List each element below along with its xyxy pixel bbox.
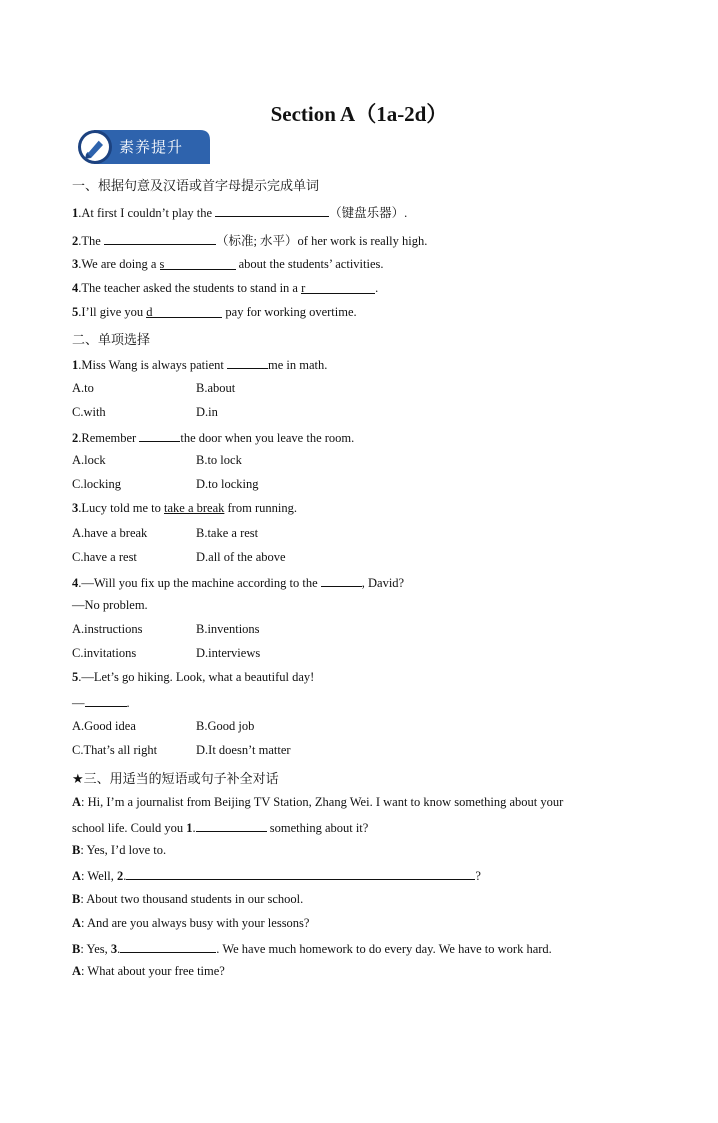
pencil-icon (76, 128, 114, 166)
s2-q5-option-a: A.Good idea (72, 719, 136, 733)
s2-q3-option-b: B.take a rest (196, 526, 259, 540)
s2-q4-reply: —No problem. (72, 598, 148, 612)
dialog-line-5: B: About two thousand students in our school. (72, 892, 304, 906)
s2-q5-reply: — . (72, 696, 130, 710)
s2-q1-stem: 1.Miss Wang is always patient me in math. (72, 358, 328, 372)
s2-q1-option-c: C.with (72, 405, 106, 419)
s2-q4-option-b: B.inventions (196, 622, 260, 636)
dialog-line-4: A: Well, 2. ? (72, 869, 481, 883)
s2-q5-option-d: D.It doesn’t matter (196, 743, 291, 757)
s2-q4-option-c: C.invitations (72, 646, 137, 660)
dialog-line-2: school life. Could you 1. something about it? (72, 821, 369, 835)
s2-q3-option-d: D.all of the above (196, 550, 286, 564)
s2-q3-option-c: C.have a rest (72, 550, 137, 564)
s2-q2-option-b: B.to lock (196, 453, 242, 467)
s2-q4-stem: 4.—Will you fix up the machine according to the , David? (72, 576, 405, 590)
s1-q1: 1.At first I couldn’t play the （键盘乐器）. (72, 206, 408, 220)
s2-q4-option-a: A.instructions (72, 622, 143, 636)
s2-q2-option-d: D.to locking (196, 477, 259, 491)
section3-heading: ★三、用适当的短语或句子补全对话 (72, 772, 279, 787)
dialog-line-1: A: Hi, I’m a journalist from Beijing TV Station, Zhang Wei. I want to know something about your (72, 795, 564, 809)
s1-q4: 4.The teacher asked the students to stand in a r . (72, 281, 379, 295)
s2-q3-stem: 3.Lucy told me to take a break from running. (72, 501, 297, 515)
s2-q3-option-a: A.have a break (72, 526, 148, 540)
s2-q1-option-d: D.in (196, 405, 218, 419)
section-banner (76, 128, 212, 166)
s2-q2-stem: 2.Remember the door when you leave the room. (72, 431, 355, 445)
page-title: Section A（1a-2d） (270, 102, 448, 126)
s2-q2-option-c: C.locking (72, 477, 121, 491)
dialog-line-6: A: And are you always busy with your lessons? (72, 916, 310, 930)
section1-heading: 一、根据句意及汉语或首字母提示完成单词 (72, 179, 320, 194)
s1-q5: 5.I’ll give you d pay for working overtime. (72, 305, 357, 319)
s2-q5-stem: 5.—Let’s go hiking. Look, what a beautiful day! (72, 670, 315, 684)
section2-heading: 二、单项选择 (72, 333, 151, 348)
dialog-line-3: B: Yes, I’d love to. (72, 843, 167, 857)
s2-q1-option-b: B.about (196, 381, 236, 395)
banner-label: 素养提升 (119, 138, 184, 156)
s2-q5-option-b: B.Good job (196, 719, 255, 733)
dialog-line-8: A: What about your free time? (72, 964, 225, 978)
s2-q5-option-c: C.That’s all right (72, 743, 158, 757)
dialog-line-7: B: Yes, 3. . We have much homework to do every day. We have to work hard. (72, 942, 552, 956)
s2-q4-option-d: D.interviews (196, 646, 261, 660)
s1-q2: 2.The （标准; 水平）of her work is really high. (72, 234, 428, 248)
s2-q2-option-a: A.lock (72, 453, 106, 467)
s1-q3: 3.We are doing a s about the students’ activities. (72, 257, 384, 271)
s2-q1-option-a: A.to (72, 381, 94, 395)
